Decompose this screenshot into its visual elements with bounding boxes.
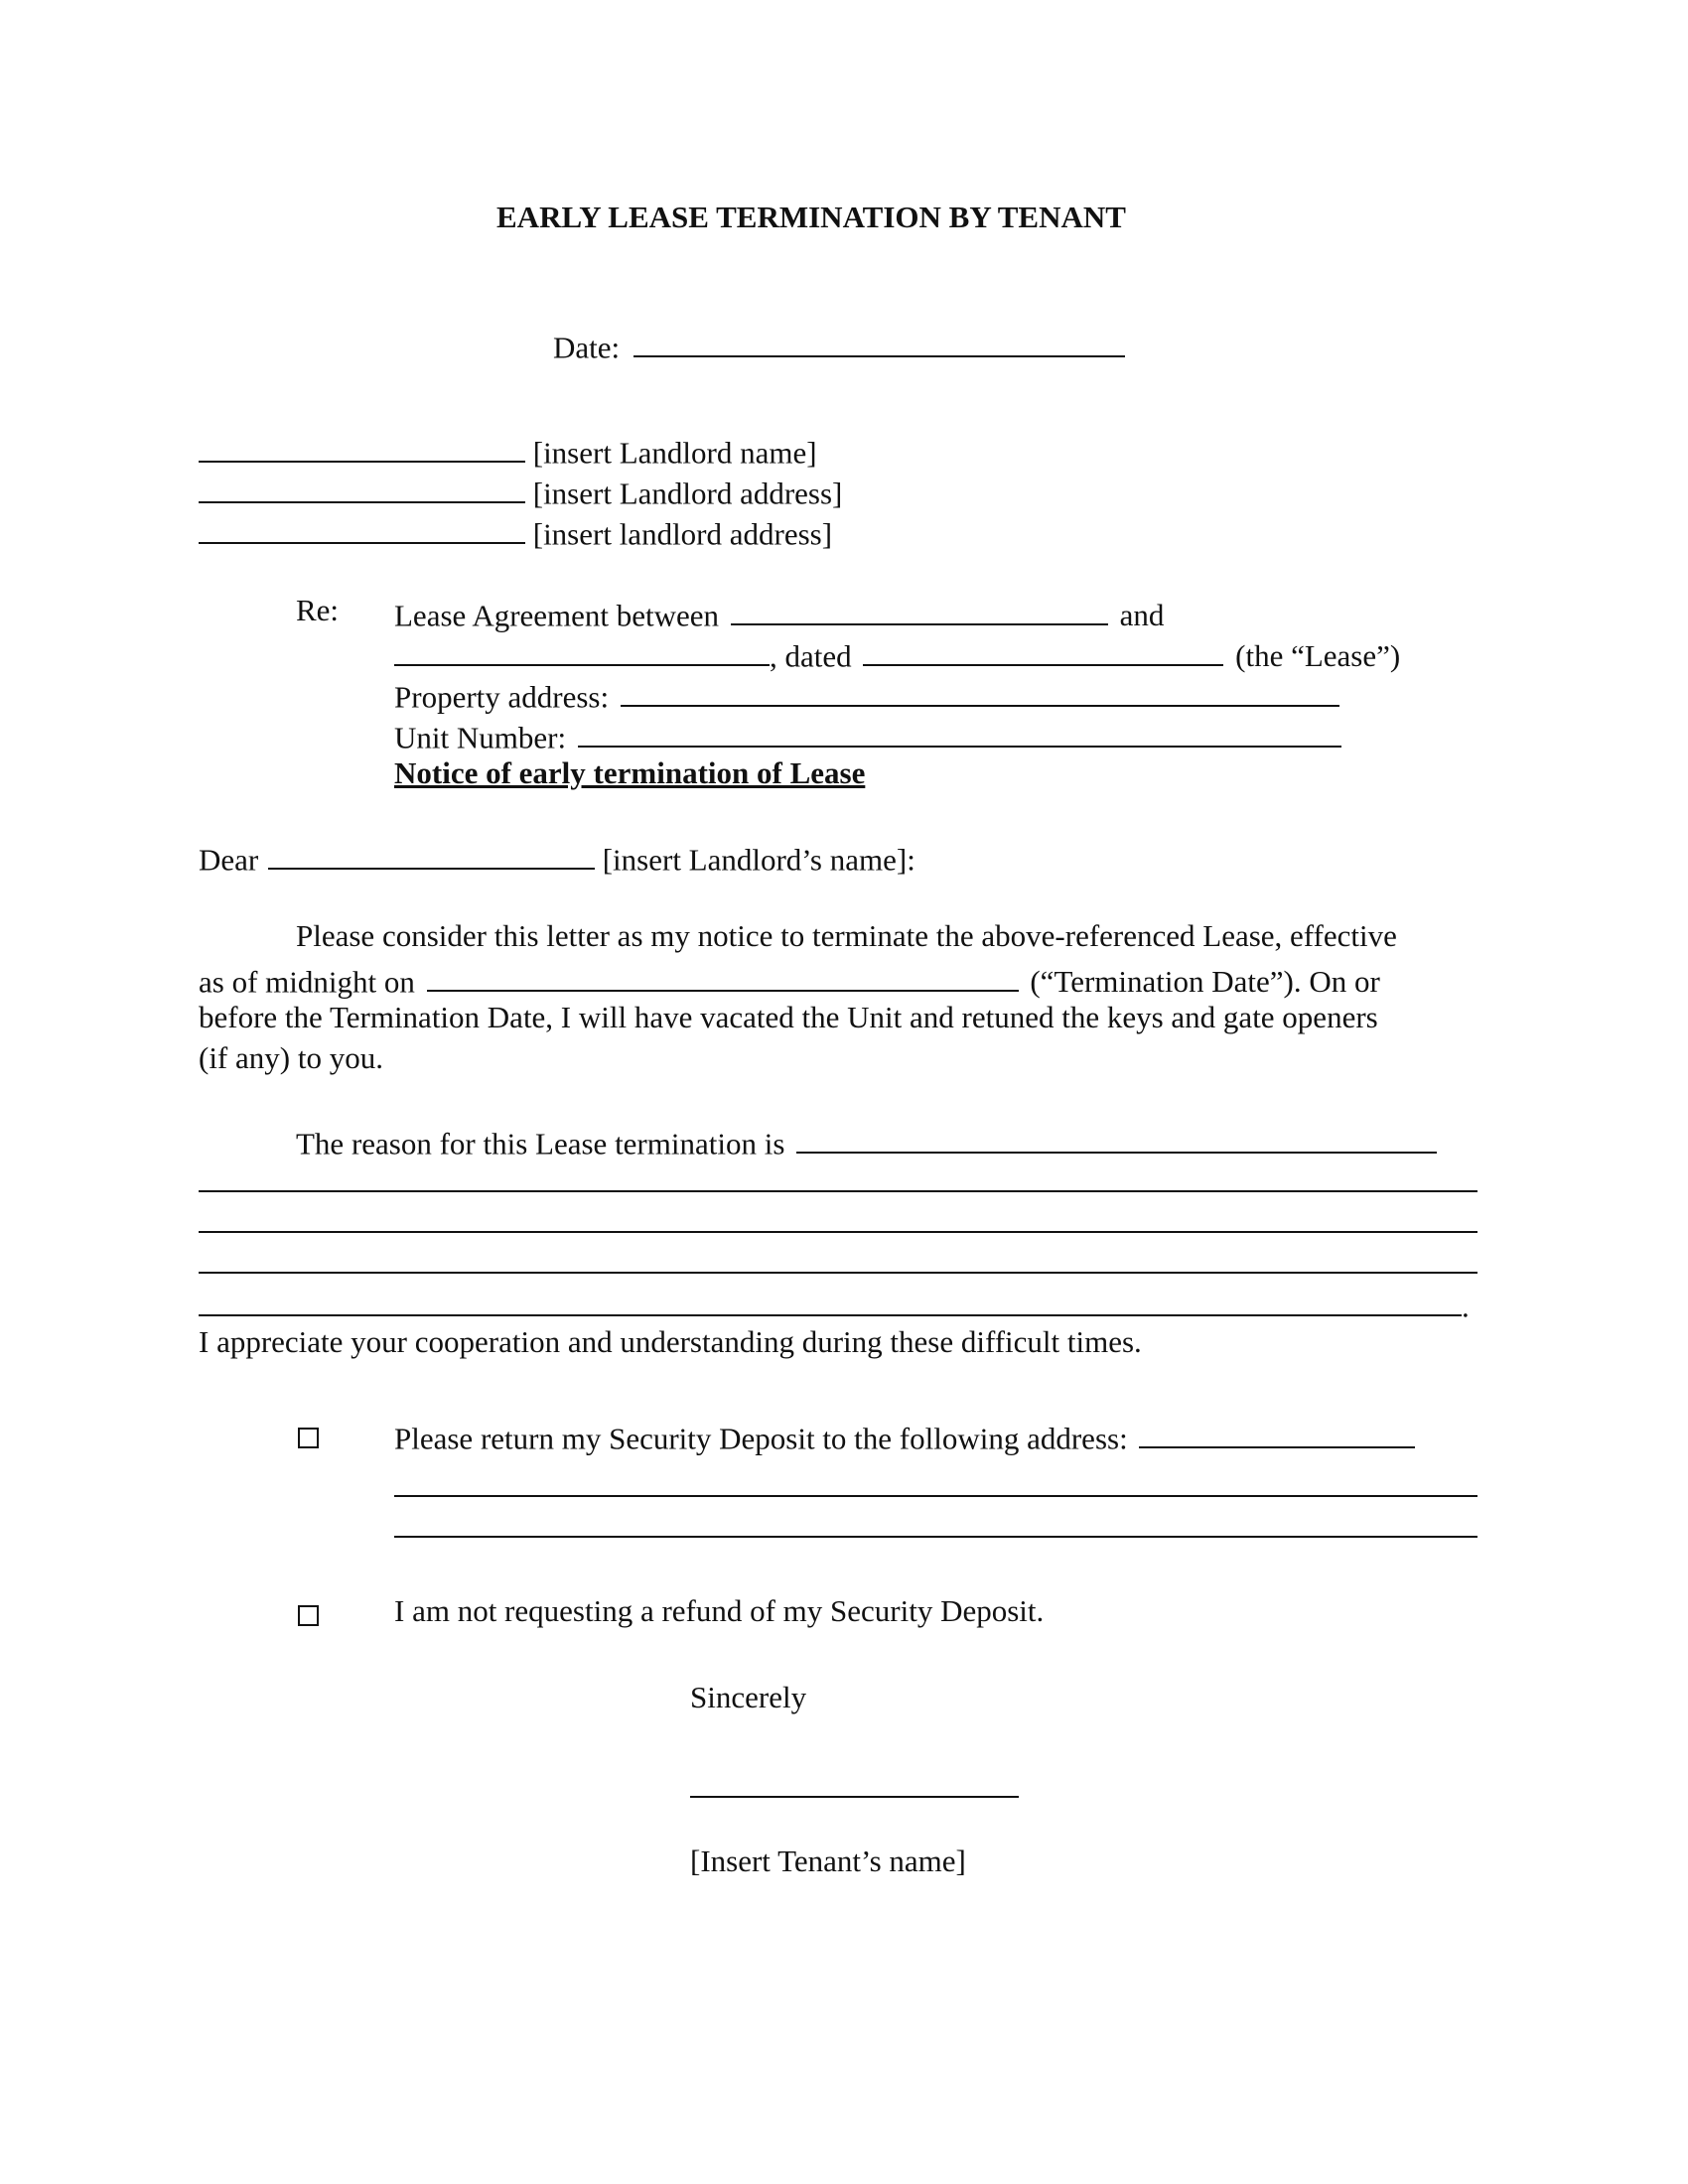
body-p1-line-3: before the Termination Date, I will have vacated the Unit and retuned the keys and gate openers: [199, 1000, 1378, 1034]
landlord-address-field-1[interactable]: [199, 473, 525, 503]
salutation-name-field[interactable]: [268, 839, 595, 870]
termination-date-field[interactable]: [427, 961, 1019, 992]
and-text: and: [1119, 598, 1165, 633]
landlord-address-line-1: [199, 473, 843, 511]
re-label: Re:: [296, 593, 340, 627]
landlord-name-field[interactable]: [199, 432, 525, 463]
property-address-label: Property address:: [394, 679, 610, 715]
party-2-field[interactable]: [394, 635, 770, 666]
reason-period: .: [1462, 1289, 1470, 1324]
unit-number-line: [394, 717, 1341, 755]
date-line: [553, 327, 1125, 365]
landlord-address-placeholder-2: [insert landlord address]: [532, 516, 833, 552]
reason-label: The reason for this Lease termination is: [296, 1126, 785, 1161]
salutation-name-placeholder: [insert Landlord’s name]:: [602, 842, 915, 878]
landlord-name-line: [199, 432, 817, 471]
property-address-line: [394, 676, 1339, 715]
reason-last-line: [199, 1286, 1470, 1324]
reason-field-5[interactable]: [199, 1286, 1462, 1316]
re-line-2: [394, 635, 1401, 674]
termination-date-text: (“Termination Date”). On or: [1030, 964, 1380, 1000]
party-1-field[interactable]: [731, 595, 1108, 625]
reason-field-4[interactable]: [199, 1272, 1477, 1274]
landlord-address-placeholder-1: [insert Landlord address]: [532, 476, 843, 511]
signature-line[interactable]: [690, 1796, 1019, 1798]
midnight-text: as of midnight on: [199, 964, 415, 1000]
tenant-name-placeholder: [Insert Tenant’s name]: [690, 1843, 966, 1878]
notice-heading: Notice of early termination of Lease: [394, 755, 866, 790]
no-refund-text: I am not requesting a refund of my Security Deposit.: [394, 1593, 1045, 1628]
reason-field-1[interactable]: [796, 1123, 1437, 1154]
return-deposit-checkbox[interactable]: [298, 1423, 319, 1453]
body-p1-line-4: (if any) to you.: [199, 1040, 383, 1075]
deposit-address-field-3[interactable]: [394, 1536, 1477, 1538]
dated-text: , dated: [770, 638, 852, 674]
reason-field-2[interactable]: [199, 1190, 1477, 1192]
deposit-address-field-2[interactable]: [394, 1495, 1477, 1497]
re-line-1: [394, 595, 1165, 633]
salutation-line: [199, 839, 915, 878]
reason-line: [296, 1123, 1437, 1159]
landlord-name-placeholder: [insert Landlord name]: [532, 435, 817, 471]
body-p1-line-1: Please consider this letter as my notice to terminate the above-referenced Lease, effective: [296, 918, 1397, 953]
reason-field-3[interactable]: [199, 1231, 1477, 1233]
return-deposit-text: Please return my Security Deposit to the following address:: [394, 1421, 1128, 1456]
date-label: Date:: [553, 330, 621, 365]
deposit-address-field-1[interactable]: [1139, 1418, 1415, 1448]
landlord-address-line-2: [199, 513, 833, 552]
agreement-between-text: Lease Agreement between: [394, 598, 720, 633]
body-p1-line-2: [199, 961, 1380, 1000]
checkbox-icon: [298, 1428, 319, 1448]
dear-text: Dear: [199, 842, 259, 878]
landlord-address-field-2[interactable]: [199, 513, 525, 544]
unit-number-field[interactable]: [578, 717, 1341, 748]
the-lease-text: (the “Lease”): [1235, 638, 1401, 674]
unit-number-label: Unit Number:: [394, 720, 567, 755]
property-address-field[interactable]: [621, 676, 1339, 707]
appreciation-text: I appreciate your cooperation and understanding during these difficult times.: [199, 1324, 1142, 1359]
date-field[interactable]: [633, 327, 1125, 357]
document-title: EARLY LEASE TERMINATION BY TENANT: [496, 200, 1126, 234]
return-deposit-line: [394, 1418, 1415, 1456]
lease-date-field[interactable]: [863, 635, 1223, 666]
no-refund-checkbox[interactable]: [298, 1600, 319, 1631]
checkbox-icon: [298, 1605, 319, 1626]
sincerely-text: Sincerely: [690, 1680, 807, 1714]
